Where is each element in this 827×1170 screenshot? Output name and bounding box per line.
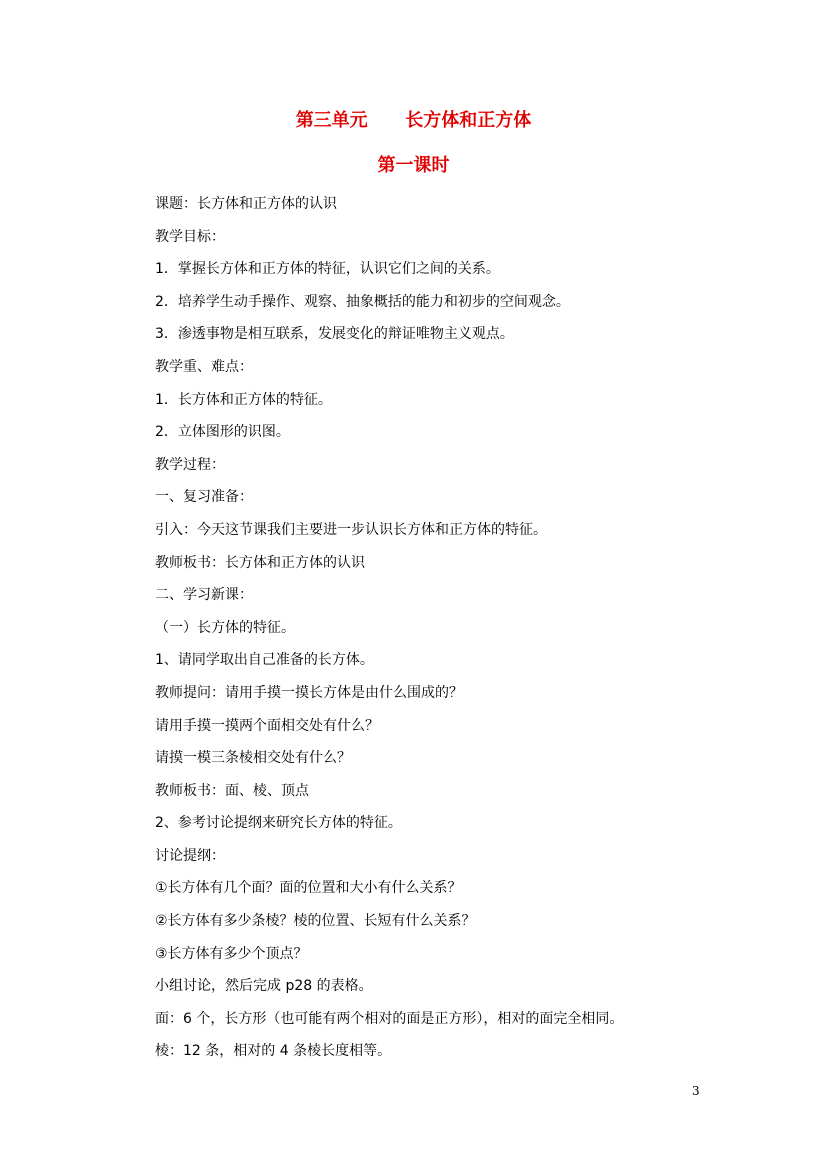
body-line: ①长方体有几个面？面的位置和大小有什么关系？ [155, 880, 462, 897]
body-line: 面：6 个，长方形（也可能有两个相对的面是正方形），相对的面完全相同。 [155, 1010, 624, 1027]
body-line: 教学目标： [155, 228, 225, 245]
body-line: 教师板书：长方体和正方体的认识 [155, 554, 365, 571]
body-line: 1、请同学取出自己准备的长方体。 [155, 652, 374, 669]
body-line: 2．培养学生动手操作、观察、抽象概括的能力和初步的空间观念。 [155, 293, 570, 310]
body-line: ②长方体有多少条棱？棱的位置、长短有什么关系？ [155, 913, 476, 930]
body-line: 引入：今天这节课我们主要进一步认识长方体和正方体的特征。 [155, 521, 547, 538]
body-line: 棱：12 条，相对的 4 条棱长度相等。 [155, 1043, 392, 1060]
body-line: 教学过程： [155, 456, 225, 473]
body-line: 3．渗透事物是相互联系，发展变化的辩证唯物主义观点。 [155, 326, 514, 343]
unit-title: 第三单元 长方体和正方体 [295, 110, 532, 131]
body-line: 二、学习新课： [155, 587, 253, 604]
body-line: 课题：长方体和正方体的认识 [155, 196, 337, 212]
body-line: ③长方体有多少个顶点？ [155, 945, 308, 962]
body-line: 2、参考讨论提纲来研究长方体的特征。 [155, 815, 402, 832]
body-line: 请用手摸一摸两个面相交处有什么？ [155, 717, 379, 734]
body-line: 讨论提纲： [155, 847, 225, 864]
body-line: 请摸一模三条棱相交处有什么？ [155, 750, 351, 767]
page-number: 3 [692, 1084, 700, 1098]
body-line: 一、复习准备： [155, 489, 253, 506]
body-line: （一）长方体的特征。 [155, 619, 295, 636]
body-line: 小组讨论，然后完成 p28 的表格。 [155, 978, 373, 995]
lesson-subtitle: 第一课时 [377, 155, 450, 176]
body-line: 教学重、难点： [155, 358, 253, 375]
body-line: 教师板书：面、棱、顶点 [155, 782, 309, 799]
lesson-body [155, 190, 715, 1070]
body-line: 教师提问：请用手摸一摸长方体是由什么围成的？ [155, 684, 463, 701]
body-line: 1．长方体和正方体的特征。 [155, 391, 332, 408]
body-line: 2．立体图形的识图。 [155, 424, 290, 441]
body-line: 1．掌握长方体和正方体的特征，认识它们之间的关系。 [155, 261, 500, 278]
